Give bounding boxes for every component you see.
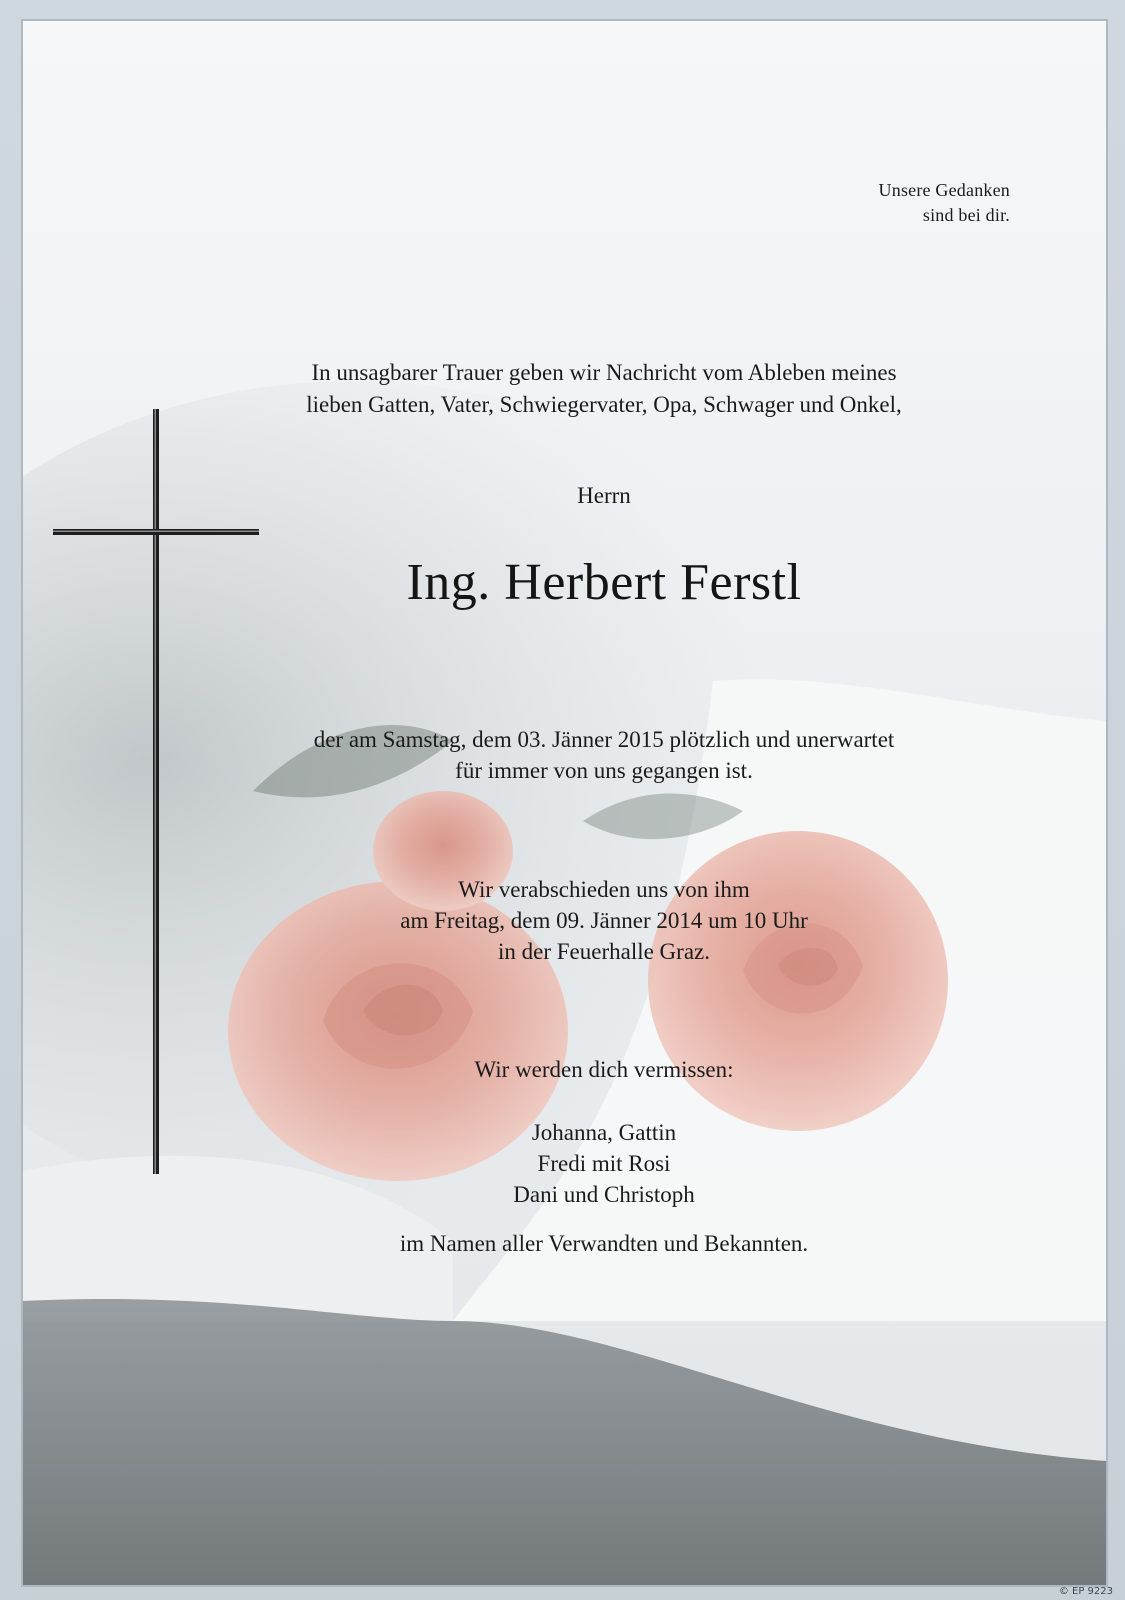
deceased-name: Ing. Herbert Ferstl bbox=[406, 554, 802, 611]
farewell-line: am Freitag, dem 09. Jänner 2014 um 10 Uhr bbox=[400, 908, 808, 933]
death-notice-line: für immer von uns gegangen ist. bbox=[455, 758, 753, 783]
background-image bbox=[23, 21, 1106, 1585]
obituary-card bbox=[21, 19, 1108, 1587]
death-notice bbox=[23, 724, 1108, 786]
farewell-line: Wir verabschieden uns von ihm bbox=[458, 877, 750, 902]
death-notice-line: der am Samstag, dem 03. Jänner 2015 plötzlich und unerwartet bbox=[313, 727, 895, 752]
motto-line: sind bei dir. bbox=[922, 205, 1010, 225]
motto bbox=[879, 178, 1010, 228]
salutation: Herrn bbox=[577, 483, 631, 508]
mourner-name: Fredi mit Rosi bbox=[537, 1151, 671, 1176]
farewell-line: in der Feuerhalle Graz. bbox=[497, 939, 710, 964]
closing-line: im Namen aller Verwandten und Bekannten. bbox=[399, 1231, 809, 1256]
farewell-notice bbox=[23, 874, 1108, 967]
miss-line: Wir werden dich vermissen: bbox=[474, 1057, 734, 1082]
mourners-list bbox=[23, 1117, 1108, 1210]
intro-line: lieben Gatten, Vater, Schwiegervater, Opa, Schwager und Onkel, bbox=[306, 392, 902, 417]
intro-text bbox=[23, 357, 1108, 421]
intro-line: In unsagbarer Trauer geben wir Nachricht vom Ableben meines bbox=[311, 360, 897, 385]
copyright-note: © EP 9223 bbox=[1058, 1586, 1113, 1597]
mourner-name: Dani und Christoph bbox=[513, 1182, 695, 1207]
mourner-name: Johanna, Gattin bbox=[531, 1120, 677, 1145]
motto-line: Unsere Gedanken bbox=[878, 180, 1010, 200]
